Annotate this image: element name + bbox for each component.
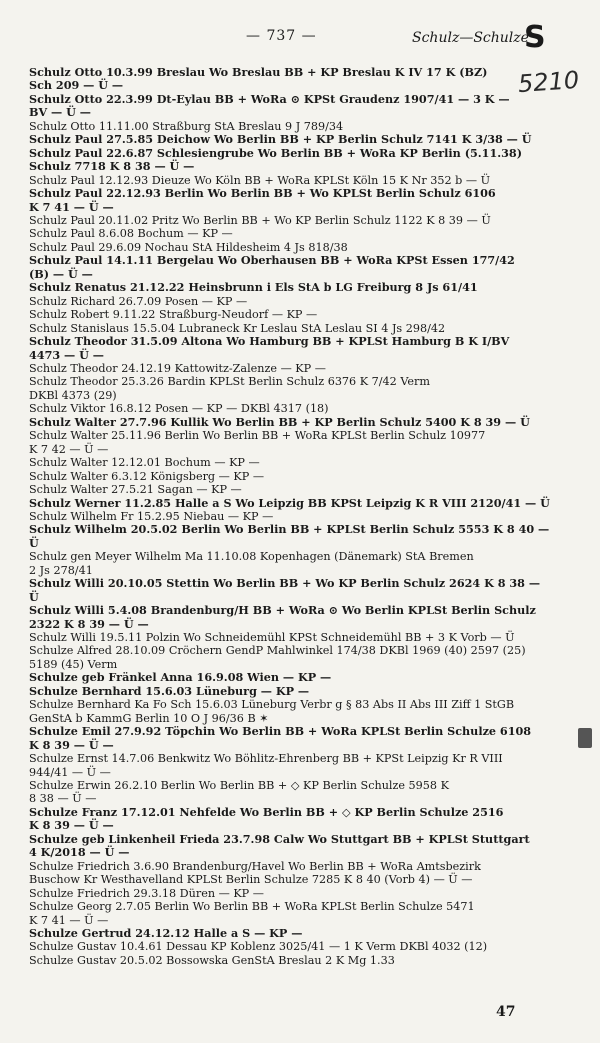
entry-text: Schulze Emil 27.9.92 Töpchin Wo Berlin BB + WoRa KPLSt Berlin Schulze 6108 [29,724,532,739]
entry-text: Schulz Theodor 24.12.19 Kattowitz-Zalenze — KP — [29,361,326,375]
entry-continuation: (B) — Ü — [29,266,93,281]
list-item [0,93,600,120]
entry-text: Schulz Stanislaus 15.5.04 Lubraneck Kr Leslau StA Leslau SI 4 Js 298/42 [29,321,446,335]
list-item [0,523,600,550]
list-item [0,698,600,725]
list-item [0,322,600,335]
list-item [0,241,600,254]
list-item [0,174,600,187]
entry-text: Schulz Otto 10.3.99 Breslau Wo Breslau BB + KP Breslau K IV 17 K (BZ) [29,65,488,79]
list-item [0,604,600,631]
list-item [0,833,600,860]
entry-text: Schulz Paul 20.11.02 Pritz Wo Berlin BB + Wo KP Berlin Schulz 1122 K 8 39 — Ü [29,213,491,227]
entry-text: Schulze Ernst 14.7.06 Benkwitz Wo Böhlitz-Ehrenberg BB + KPSt Leipzig Kr R VIII [29,752,503,766]
list-item [0,470,600,483]
page-number: — 737 — [246,28,317,44]
list-item [0,685,600,698]
entry-text: Schulz Otto 22.3.99 Dt-Eylau BB + WoRa ⊙ KPSt Graudenz 1907/41 — 3 K — [29,91,510,106]
entry-text: Schulz Walter 6.3.12 Königsberg — KP — [29,469,265,483]
list-item [0,483,600,496]
entry-text: Schulze Gustav 10.4.61 Dessau KP Koblenz 3025/41 — 1 K Verm DKBl 4032 (12) [29,940,488,954]
entry-text: Schulze Bernhard 15.6.03 Lüneburg — KP — [29,683,310,698]
list-item [0,416,600,429]
entry-continuation: K 8 39 — Ü — [29,737,114,752]
entry-text: Schulz Viktor 16.8.12 Posen — KP — DKBl 4317 (18) [29,402,329,416]
list-item [0,402,600,415]
list-item [0,497,600,510]
entry-text: Schulz Theodor 25.3.26 Bardin KPLSt Berlin Schulz 6376 K 7/42 Verm [29,375,430,389]
entry-text: Schulze Gustav 20.5.02 Bossowska GenStA Breslau 2 K Mg 1.33 [29,953,395,967]
list-item [0,66,600,93]
entry-continuation: 2322 K 8 39 — Ü — [29,616,149,631]
entry-continuation: 5189 (45) Verm [29,657,118,671]
entry-text: Schulz Wilhelm 20.5.02 Berlin Wo Berlin BB + KPLSt Berlin Schulz 5553 K 8 40 — Ü [29,522,554,550]
entry-text: Schulz Walter 27.7.96 Kullik Wo Berlin BB + KP Berlin Schulz 5400 K 8 39 — Ü [29,414,530,429]
list-item [0,954,600,967]
list-item [0,147,600,174]
list-item [0,806,600,833]
list-item [0,752,600,779]
entry-continuation: 4 K/2018 — Ü — [29,845,130,860]
list-item [0,456,600,469]
margin-tab-marker [578,728,592,748]
entry-text: Schulz Paul 27.5.85 Deichow Wo Berlin BB + KP Berlin Schulz 7141 K 3/38 — Ü [29,132,532,147]
entry-continuation: DKBl 4373 (29) [29,388,117,402]
entry-continuation: Sch 209 — Ü — [29,78,124,93]
entry-continuation: 944/41 — Ü — [29,765,111,779]
list-item [0,254,600,281]
list-item [0,510,600,523]
list-item [0,227,600,240]
entry-text: Schulz Willi 19.5.11 Polzin Wo Schneidemühl KPSt Schneidemühl BB + 3 K Vorb — Ü [29,631,515,645]
entry-list [0,66,600,967]
entry-text: Schulz Werner 11.2.85 Halle a S Wo Leipzig BB KPSt Leipzig K R VIII 2120/41 — Ü [29,495,550,510]
list-item [0,779,600,806]
handwritten-note: 5210 [517,65,580,99]
list-item [0,281,600,294]
entry-text: Schulz Richard 26.7.09 Posen — KP — [29,294,248,308]
entry-text: Schulz Paul 22.12.93 Berlin Wo Berlin BB + Wo KPLSt Berlin Schulz 6106 [29,186,496,201]
list-item [0,631,600,644]
list-item [0,644,600,671]
entry-text: Schulze Georg 2.7.05 Berlin Wo Berlin BB + WoRa KPLSt Berlin Schulze 5471 [29,900,475,914]
entry-text: Schulz Walter 27.5.21 Sagan — KP — [29,483,242,497]
entry-continuation: 4473 — Ü — [29,347,104,362]
list-item [0,860,600,887]
entry-text: Schulze Friedrich 29.3.18 Düren — KP — [29,886,264,900]
entry-text: Schulz Paul 29.6.09 Nochau StA Hildesheim 4 Js 818/38 [29,240,348,254]
list-item [0,335,600,362]
entry-continuation: K 7 41 — Ü — [29,913,109,927]
list-item [0,362,600,375]
entry-text: Schulze Franz 17.12.01 Nehfelde Wo Berlin BB + ◇ KP Berlin Schulze 2516 [29,804,504,819]
page-header [0,20,600,56]
list-item [0,900,600,927]
list-item [0,671,600,684]
list-item [0,940,600,953]
list-item [0,725,600,752]
entry-continuation: 8 38 — Ü — [29,792,97,806]
entry-text: Schulze Gertrud 24.12.12 Halle a S — KP — [29,926,303,940]
list-item [0,887,600,900]
entry-continuation: K 7 42 — Ü — [29,442,109,456]
list-item [0,577,600,604]
entry-text: Schulz Willi 5.4.08 Brandenburg/H BB + WoRa ⊙ Wo Berlin KPLSt Berlin Schulz [29,603,536,618]
entry-continuation: K 7 41 — Ü — [29,199,114,214]
list-item [0,295,600,308]
entry-text: Schulze geb Fränkel Anna 16.9.08 Wien — KP — [29,670,332,685]
entry-continuation: BV — Ü — [29,105,91,120]
list-item [0,133,600,146]
entry-text: Schulz Walter 25.11.96 Berlin Wo Berlin BB + WoRa KPLSt Berlin Schulz 10977 [29,429,486,443]
entry-text: Schulz Robert 9.11.22 Straßburg-Neudorf — KP — [29,308,318,322]
list-item [0,214,600,227]
entry-continuation: K 8 39 — Ü — [29,818,114,833]
entry-text: Schulz Paul 12.12.93 Dieuze Wo Köln BB + WoRa KPLSt Köln 15 K Nr 352 b — Ü [29,173,491,187]
list-item [0,308,600,321]
entry-continuation: Buschow Kr Westhavelland KPLSt Berlin Schulze 7285 K 8 40 (Vorb 4) — Ü — [29,873,473,887]
list-item [0,550,600,577]
footer-number: 47 [496,1004,516,1020]
entry-continuation: Schulz 7718 K 8 38 — Ü — [29,159,195,174]
entry-text: Schulz Renatus 21.12.22 Heinsbrunn i Els StA b LG Freiburg 8 Js 61/41 [29,280,478,295]
entry-text: Schulze geb Linkenheil Frieda 23.7.98 Calw Wo Stuttgart BB + KPLSt Stuttgart [29,831,530,846]
list-item [0,120,600,133]
section-letter: S [524,20,546,55]
entry-text: Schulz Willi 20.10.05 Stettin Wo Berlin BB + Wo KP Berlin Schulz 2624 K 8 38 — Ü [29,576,544,604]
entry-text: Schulze Alfred 28.10.09 Cröchern GendP Mahlwinkel 174/38 DKBl 1969 (40) 2597 (25) [29,644,526,658]
entry-text: Schulze Erwin 26.2.10 Berlin Wo Berlin BB + ◇ KP Berlin Schulze 5958 K [29,779,449,793]
list-item [0,375,600,402]
entry-text: Schulz Paul 22.6.87 Schlesiengrube Wo Berlin BB + WoRa KP Berlin (5.11.38) [29,145,522,160]
entry-continuation: GenStA b KammG Berlin 10 O J 96/36 B ✶ [29,711,269,725]
running-head: Schulz—Schulze [412,30,529,46]
list-item [0,429,600,456]
entry-text: Schulze Friedrich 3.6.90 Brandenburg/Havel Wo Berlin BB + WoRa Amtsbezirk [29,859,481,873]
entry-text: Schulz Otto 11.11.00 Straßburg StA Breslau 9 J 789/34 [29,119,344,133]
list-item [0,927,600,940]
list-item [0,187,600,214]
entry-text: Schulz Theodor 31.5.09 Altona Wo Hamburg BB + KPLSt Hamburg B K I/BV [29,334,510,349]
entry-text: Schulz Paul 8.6.08 Bochum — KP — [29,227,233,241]
entry-text: Schulz gen Meyer Wilhelm Ma 11.10.08 Kopenhagen (Dänemark) StA Bremen [29,550,474,564]
entry-text: Schulze Bernhard Ka Fo Sch 15.6.03 Lüneburg Verbr g § 83 Abs II Abs III Ziff 1 StGB [29,698,515,712]
entry-text: Schulz Wilhelm Fr 15.2.95 Niebau — KP — [29,509,274,523]
entry-continuation: 2 Js 278/41 [29,563,93,577]
entry-text: Schulz Paul 14.1.11 Bergelau Wo Oberhausen BB + WoRa KPSt Essen 177/42 [29,253,515,268]
entry-text: Schulz Walter 12.12.01 Bochum — KP — [29,456,260,470]
